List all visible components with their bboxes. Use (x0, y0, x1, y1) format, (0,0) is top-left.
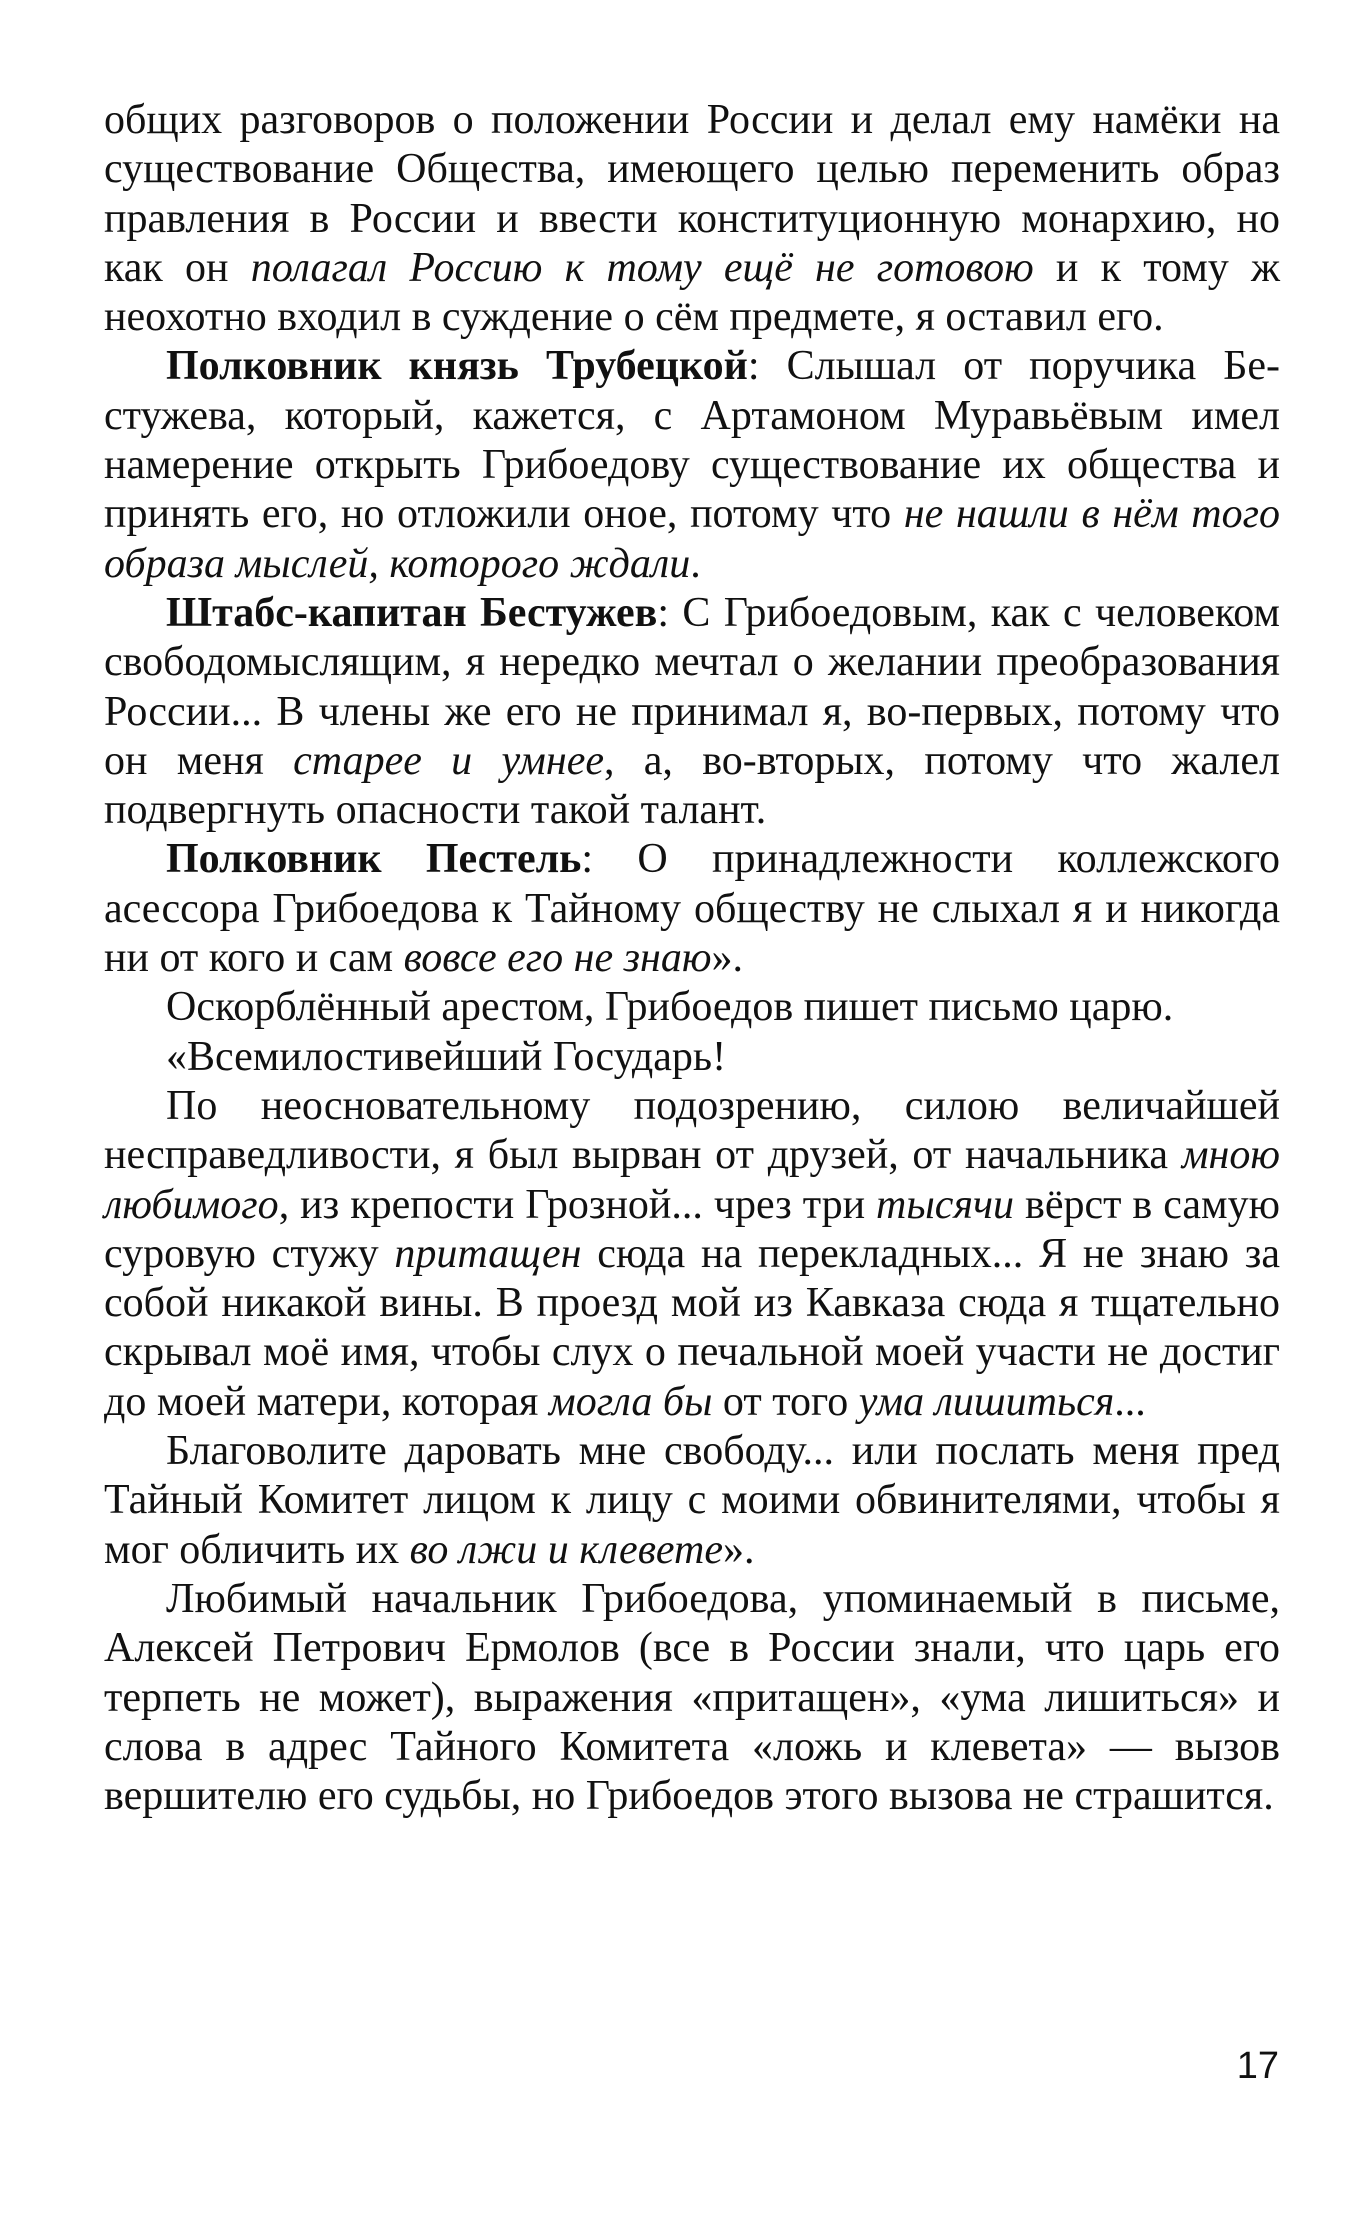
paragraph (104, 342, 1280, 588)
paragraph (104, 1082, 1280, 1427)
emphasis-text: мною любимого (104, 1132, 1280, 1228)
text-run: , а, во-вторых, потому что жалел подвергнуть опасности такой талант. (104, 737, 1280, 834)
emphasis-text: во лжи и клевете (409, 1526, 723, 1573)
text-run: от того (712, 1378, 859, 1425)
emphasis-text: вовсе его не знаю (403, 935, 712, 982)
paragraph (104, 589, 1280, 835)
text-run: . (690, 540, 701, 587)
paragraph (104, 1575, 1280, 1821)
text-run: «Всемилостивейший Государь! (166, 1033, 727, 1080)
paragraph (104, 96, 1280, 342)
emphasis-text: старее и умнее (293, 737, 604, 784)
text-run: и к тому ж неохотно входил в суждение о сём предмете, я оставил его. (104, 244, 1281, 341)
emphasis-text: полагал Россию к тому ещё не готовою (250, 244, 1034, 291)
page-number: 17 (1236, 2045, 1279, 2087)
paragraph (104, 983, 1280, 1032)
text-run: : О принадлежности коллежского асессора Грибоедова к Тайному обществу не слыхал я и никогда ни от кого и сам (104, 836, 1281, 982)
text-run: : Слышал от поручика Бестужева, который, кажется, с Артамоном Муравьёвым имел намерение открыть Грибоедову существование их общества и принять его, но отложили оное, потому что (104, 343, 1280, 538)
emphasis-text: притащен (394, 1230, 582, 1277)
text-run: По неосновательному подозрению, силою величайшей несправедливости, я был вырван от друзей, от начальника (104, 1082, 1280, 1179)
text-run: Любимый начальник Грибоедова, упоминаемый в письме, Алексей Петрович Ермолов (все в России знали, что царь его терпеть не может), выражения «притащен», «ума лишиться» и слова в адрес Тайного Комитета «ложь и клевета» — вызов вершителю его судьбы, но Грибоедов этого вызова не страшится. (104, 1575, 1280, 1820)
paragraph (104, 1033, 1280, 1082)
text-run: ». (723, 1526, 755, 1573)
page-text (104, 96, 1280, 1821)
paragraph (104, 1427, 1280, 1575)
text-run: сюда на перекладных... Я не знаю за собой никакой вины. В проезд мой из Кавказа сюда я тщательно скрывал моё имя, чтобы слух о печальной моей участи не достиг до моей матери, которая (104, 1230, 1280, 1425)
text-run: Оскорблённый арестом, Грибоедов пишет письмо царю. (166, 984, 1174, 1031)
speaker-name: Полковник Пестель (166, 836, 582, 883)
emphasis-text: ума лишиться (858, 1378, 1115, 1425)
emphasis-text: могла бы (548, 1378, 713, 1425)
text-run: Благоволите даровать мне свободу... или послать меня пред Тайный Комитет лицом к лицу с моими обвинителями, чтобы я мог обличить их (104, 1428, 1280, 1573)
speaker-name: Штабс-капитан Бестужев (166, 589, 658, 636)
speaker-name: Полковник князь Трубецкой (166, 343, 748, 390)
text-run: ». (711, 935, 743, 982)
paragraph (104, 835, 1280, 983)
text-run: : С Грибоедовым, как с человеком свободомыслящим, я нередко мечтал о желании преобразования России... В члены же его не принимал я, во-первых, потому что он меня (104, 589, 1280, 784)
text-run: , из крепости Грозной... чрез три (278, 1181, 877, 1228)
text-run: ... (1114, 1378, 1146, 1425)
emphasis-text: тысячи (876, 1181, 1015, 1228)
text-run: общих разговоров о положении России и делал ему намёки на существование Общества, имеющего целью переменить образ правления в России и ввести конституционную монархию, но как он (104, 97, 1280, 291)
text-run: вёрст в самую суровую стужу (104, 1181, 1280, 1277)
emphasis-text: не нашли в нём того образа мыслей, которого ждали (104, 491, 1280, 587)
